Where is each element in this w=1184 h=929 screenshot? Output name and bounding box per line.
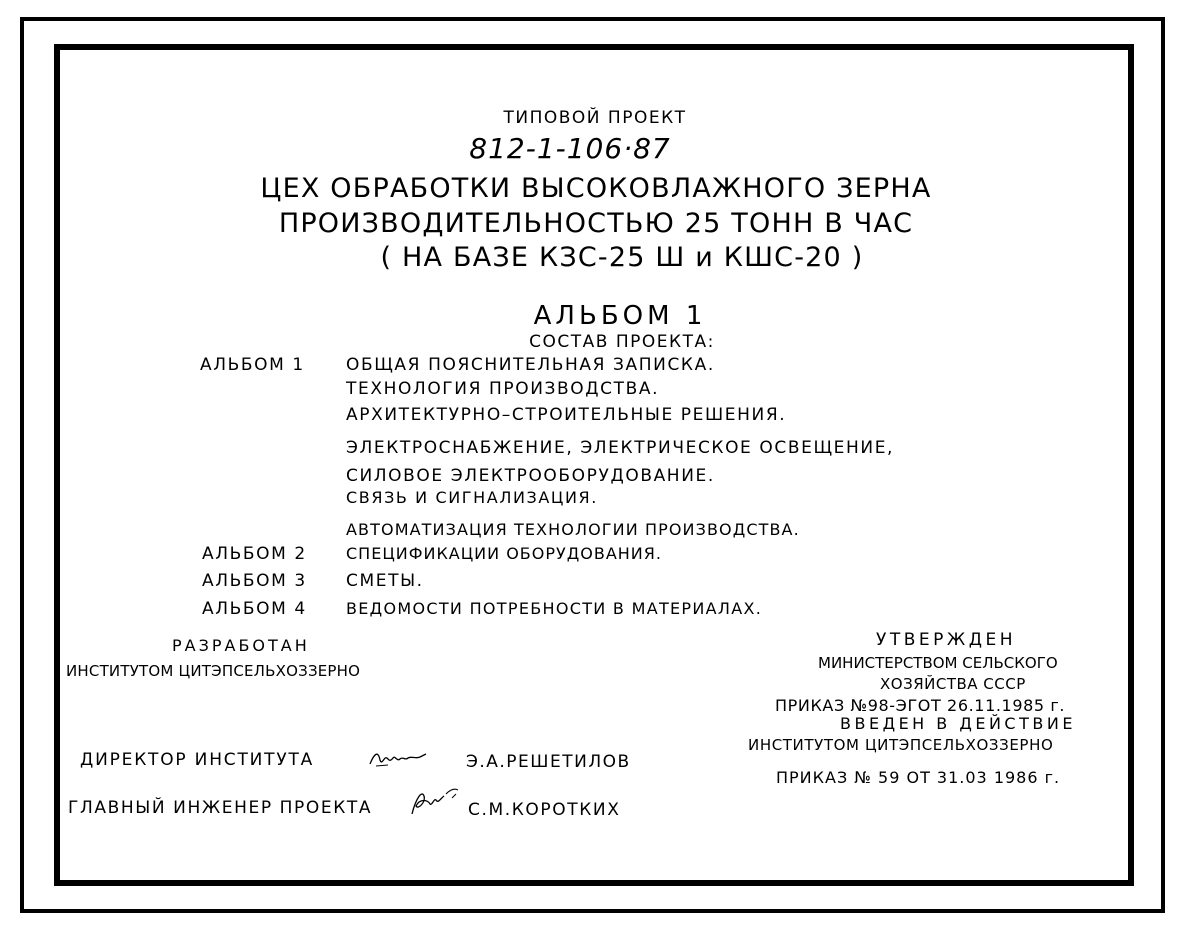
title-line-1: ЦЕХ ОБРАБОТКИ ВЫСОКОВЛАЖНОГО ЗЕРНА	[260, 173, 932, 204]
engineer-name: С.М.КОРОТКИХ	[468, 800, 621, 820]
developed-by: ИНСТИТУТОМ ЦИТЭПСЕЛЬХОЗЗЕРНО	[66, 662, 361, 680]
contents-album-1: АЛЬБОМ 1	[200, 355, 305, 375]
contents-item: ВЕДОМОСТИ ПОТРЕБНОСТИ В МАТЕРИАЛАХ.	[346, 599, 763, 618]
contents-item: ТЕХНОЛОГИЯ ПРОИЗВОДСТВА.	[346, 379, 660, 399]
contents-album-2: АЛЬБОМ 2	[202, 544, 307, 564]
project-number: 812-1-106·87	[469, 132, 671, 165]
engineer-title: ГЛАВНЫЙ ИНЖЕНЕР ПРОЕКТА	[68, 798, 373, 818]
approved-order-2: ПРИКАЗ № 59 ОТ 31.03 1986 г.	[776, 768, 1061, 787]
director-title: ДИРЕКТОР ИНСТИТУТА	[80, 750, 315, 770]
director-signature	[368, 746, 430, 772]
contents-item: ЭЛЕКТРОСНАБЖЕНИЕ, ЭЛЕКТРИЧЕСКОЕ ОСВЕЩЕНИЕ,	[346, 438, 895, 458]
developed-label: РАЗРАБОТАН	[172, 636, 310, 655]
contents-item: ОБЩАЯ ПОЯСНИТЕЛЬНАЯ ЗАПИСКА.	[346, 355, 715, 375]
contents-item: АВТОМАТИЗАЦИЯ ТЕХНОЛОГИИ ПРОИЗВОДСТВА.	[346, 520, 800, 539]
album-heading: АЛЬБОМ 1	[533, 301, 707, 331]
approved-order-1: ПРИКАЗ №98-ЭГОТ 26.11.1985 г.	[775, 696, 1066, 715]
title-line-3: ( НА БАЗЕ КЗС-25 Ш и КШС-20 )	[380, 242, 864, 273]
approved-line-1: МИНИСТЕРСТВОМ СЕЛЬСКОГО	[818, 654, 1058, 672]
contents-item: СИЛОВОЕ ЭЛЕКТРООБОРУДОВАНИЕ.	[346, 466, 715, 486]
approved-line-2: ХОЗЯЙСТВА СССР	[880, 675, 1026, 693]
contents-album-4: АЛЬБОМ 4	[202, 599, 307, 619]
contents-item: СПЕЦИФИКАЦИИ ОБОРУДОВАНИЯ.	[346, 544, 662, 563]
director-name: Э.А.РЕШЕТИЛОВ	[466, 752, 631, 772]
approved-label: УТВЕРЖДЕН	[876, 630, 1017, 650]
contents-item: АРХИТЕКТУРНО–СТРОИТЕЛЬНЫЕ РЕШЕНИЯ.	[346, 405, 787, 425]
engineer-signature	[408, 784, 468, 820]
introduced-label: ВВЕДЕН В ДЕЙСТВИЕ	[840, 714, 1076, 733]
composition-heading: СОСТАВ ПРОЕКТА:	[529, 332, 715, 352]
contents-item: СМЕТЫ.	[346, 571, 424, 591]
project-type-label: ТИПОВОЙ ПРОЕКТ	[503, 108, 687, 128]
title-line-2: ПРОИЗВОДИТЕЛЬНОСТЬЮ 25 ТОНН В ЧАС	[278, 208, 914, 239]
contents-album-3: АЛЬБОМ 3	[202, 571, 307, 591]
introduced-by: ИНСТИТУТОМ ЦИТЭПСЕЛЬХОЗЗЕРНО	[748, 736, 1054, 754]
contents-item: СВЯЗЬ И СИГНАЛИЗАЦИЯ.	[346, 488, 598, 507]
